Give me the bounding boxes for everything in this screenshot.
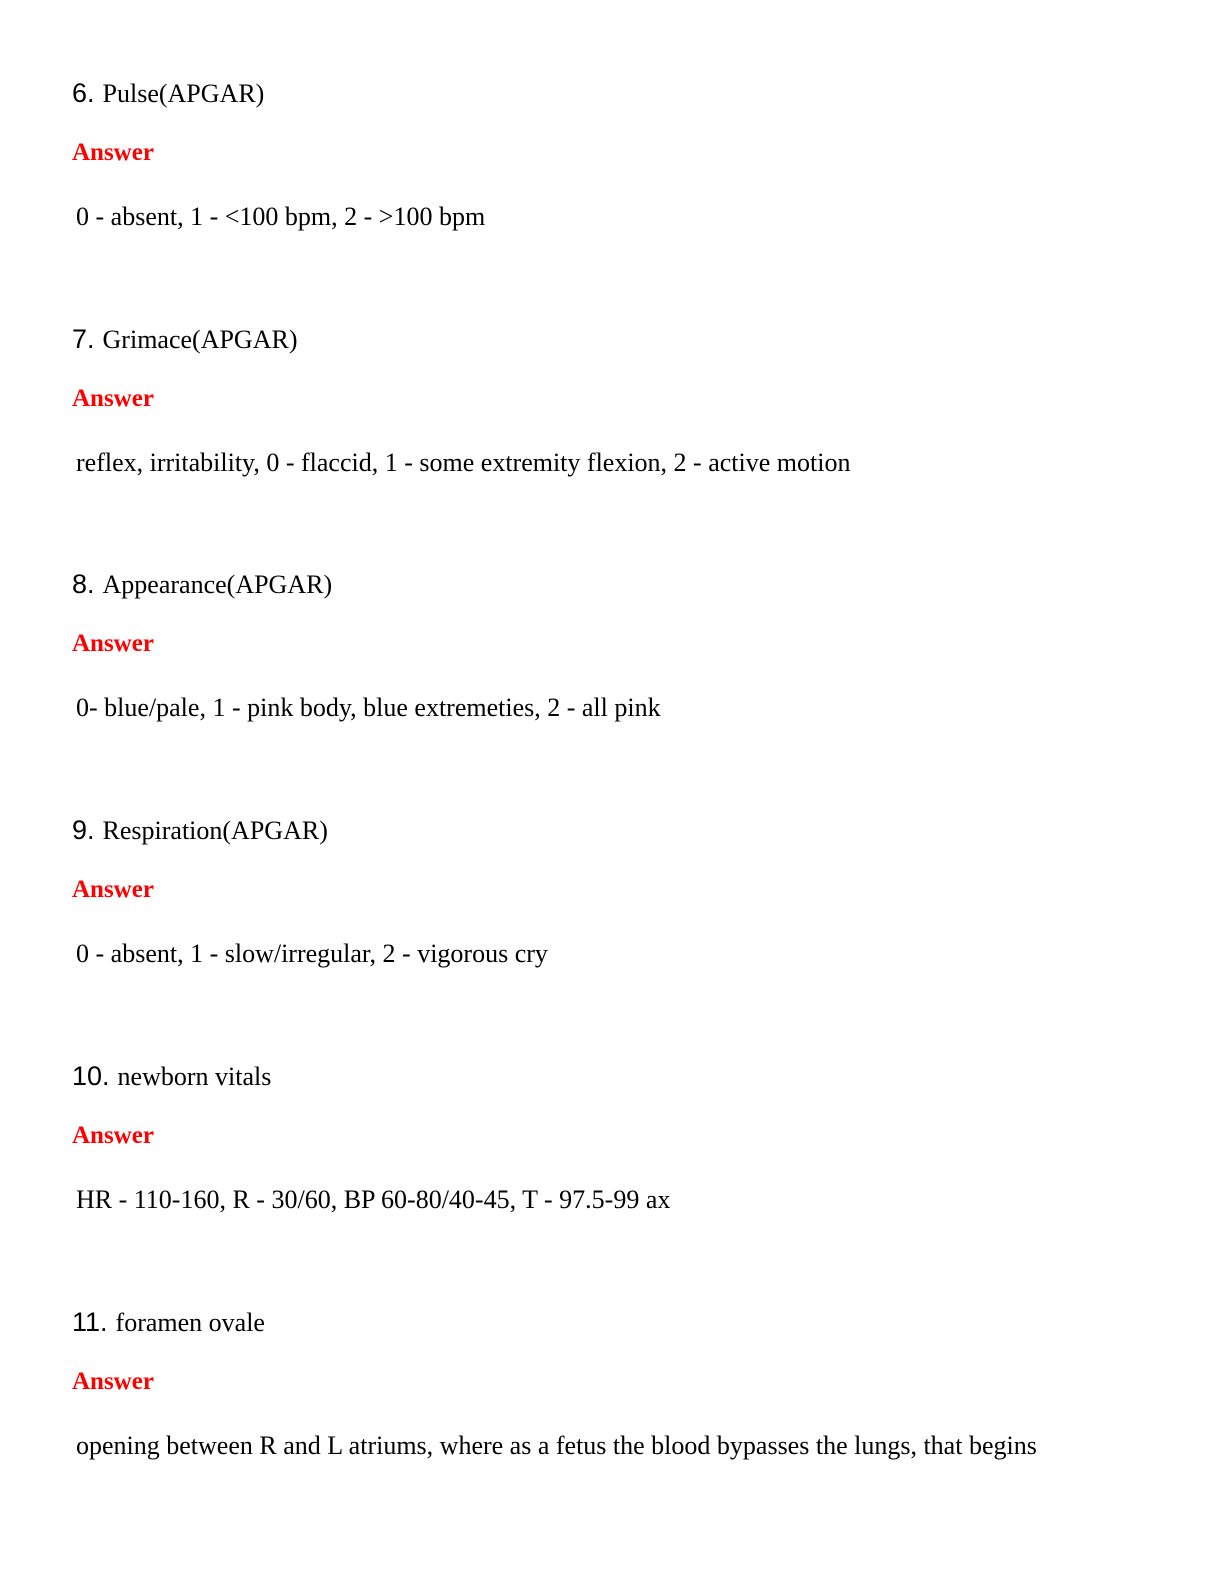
- question-line: [72, 567, 332, 601]
- question-text: Grimace(APGAR): [102, 325, 298, 354]
- question-line: [72, 322, 297, 356]
- answer-text: 0 - absent, 1 - <100 bpm, 2 - >100 bpm: [76, 202, 486, 231]
- question-line: [72, 1305, 265, 1339]
- answer-label: Answer: [72, 1122, 154, 1149]
- answer-text: 0 - absent, 1 - slow/irregular, 2 - vigorous cry: [76, 939, 548, 968]
- question-number: 8.: [72, 569, 95, 599]
- question-number: 10.: [72, 1061, 110, 1091]
- answer-label: Answer: [72, 139, 154, 166]
- answer-text: HR - 110-160, R - 30/60, BP 60-80/40-45, T - 97.5-99 ax: [76, 1185, 671, 1214]
- question-text: Pulse(APGAR): [102, 79, 265, 108]
- answer-text: reflex, irritability, 0 - flaccid, 1 - some extremity flexion, 2 - active motion: [76, 448, 851, 477]
- question-number: 6.: [72, 78, 95, 108]
- answer-label: Answer: [72, 876, 154, 903]
- answer-label: Answer: [72, 385, 154, 412]
- question-number: 11.: [72, 1307, 108, 1337]
- question-line: [72, 76, 264, 110]
- answer-label: Answer: [72, 630, 154, 657]
- question-text: newborn vitals: [117, 1062, 272, 1091]
- question-text: foramen ovale: [115, 1308, 265, 1337]
- answer-text: 0- blue/pale, 1 - pink body, blue extremeties, 2 - all pink: [76, 693, 661, 722]
- question-line: [72, 813, 328, 847]
- answer-label: Answer: [72, 1368, 154, 1395]
- question-text: Respiration(APGAR): [102, 816, 328, 845]
- answer-text: opening between R and L atriums, where as a fetus the blood bypasses the lungs, that begins: [76, 1431, 1037, 1460]
- question-text: Appearance(APGAR): [102, 570, 333, 599]
- question-line: [72, 1059, 271, 1093]
- question-number: 7.: [72, 324, 95, 354]
- question-number: 9.: [72, 815, 95, 845]
